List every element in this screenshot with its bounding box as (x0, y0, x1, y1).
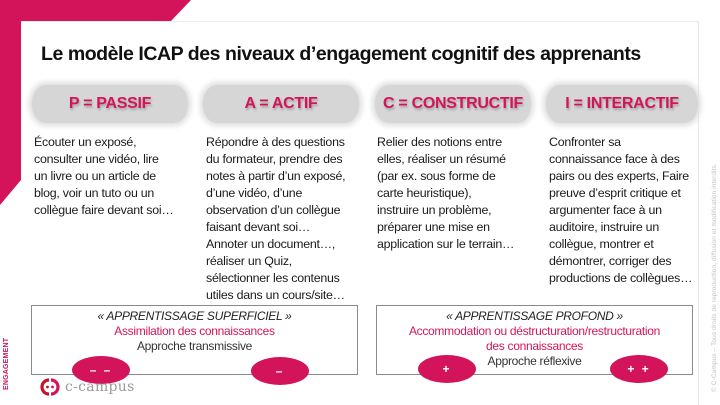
description-line: sélectionner les contenus (206, 271, 340, 285)
description-line: pairs ou des experts, Faire (549, 169, 689, 183)
description-line: un livre ou un article de (34, 169, 156, 183)
description-line: application sur le terrain… (377, 237, 515, 251)
header-actif: A = ACTIF (203, 85, 359, 123)
header-constructif: C = CONSTRUCTIF (375, 85, 531, 123)
description-line: auditoire, instruire un (549, 220, 659, 234)
box-pink-line: des connaissances (486, 339, 583, 353)
description-line: utiles dans un cours/site… (206, 288, 345, 302)
box-quote: « APPRENTISSAGE SUPERFICIEL » (97, 309, 292, 323)
header-passif: P = PASSIF (32, 85, 188, 123)
description-line: argumenter face à un (549, 203, 662, 217)
description-line: consulter une vidéo, lire (34, 152, 159, 166)
description-line: Confronter sa (549, 135, 621, 149)
description-line: preuve d’esprit critique et (549, 186, 681, 200)
description-line: notes à partir d’un exposé, (206, 169, 346, 183)
description-line: réaliser un Quiz, (206, 254, 292, 268)
description-line: démontrer, corriger des (549, 254, 672, 268)
description-constructif (377, 134, 514, 253)
description-line: elles, réaliser un résumé (377, 152, 506, 166)
box-pink-line: Assimilation des connaissances (114, 324, 275, 338)
box-quote: « APPRENTISSAGE PROFOND » (446, 309, 623, 323)
description-line: observation d’un collègue (206, 203, 341, 217)
description-line: d’une vidéo, d’une (206, 186, 303, 200)
description-line: collègue, montrer et (549, 237, 654, 251)
engagement-side-label: ENGAGEMENT (3, 337, 10, 390)
description-line: Écouter un exposé, (34, 135, 137, 149)
description-interactif (549, 134, 692, 287)
description-line: blog, voir un tuto ou un (34, 186, 155, 200)
description-line: (par ex. sous forme de (377, 169, 496, 183)
slide-title: Le modèle ICAP des niveaux d’engagement cognitif des apprenants (41, 43, 641, 65)
description-line: collègue faire devant soi… (34, 203, 174, 217)
copyright-notice: © C-Campus – Tous droits de reproduction, diffusion et modification interdits. (711, 163, 718, 392)
description-line: instruire un problème, (377, 203, 492, 217)
description-line: Relier des notions entre (377, 135, 502, 149)
logo-text: c-campus (65, 379, 135, 395)
scale-oval-very-high: + + (610, 355, 668, 383)
box-pink-line: Accommodation ou déstructuration/restructuration (408, 324, 661, 338)
description-line: faisant devant soi… (206, 220, 311, 234)
c-campus-logo-icon (40, 378, 60, 396)
description-line: du formateur, prendre des (206, 152, 343, 166)
scale-oval-low: – (251, 357, 309, 385)
c-campus-logo (40, 378, 135, 396)
box-approach: Approche réflexive (487, 354, 582, 368)
header-interactif: I = INTERACTIF (546, 85, 698, 123)
description-line: Annoter un document…, (206, 237, 336, 251)
description-line: préparer une mise en (377, 220, 490, 234)
description-line: carte heuristique), (377, 186, 472, 200)
description-line: Répondre à des questions (206, 135, 345, 149)
scale-oval-high: + (418, 355, 476, 383)
scale-oval-very-low: – – (72, 356, 130, 384)
description-actif (206, 134, 345, 304)
description-passif (34, 134, 174, 219)
description-line: connaissance face à des (549, 152, 680, 166)
box-approach: Approche transmissive (136, 339, 253, 353)
description-line: productions de collègues… (549, 271, 693, 285)
